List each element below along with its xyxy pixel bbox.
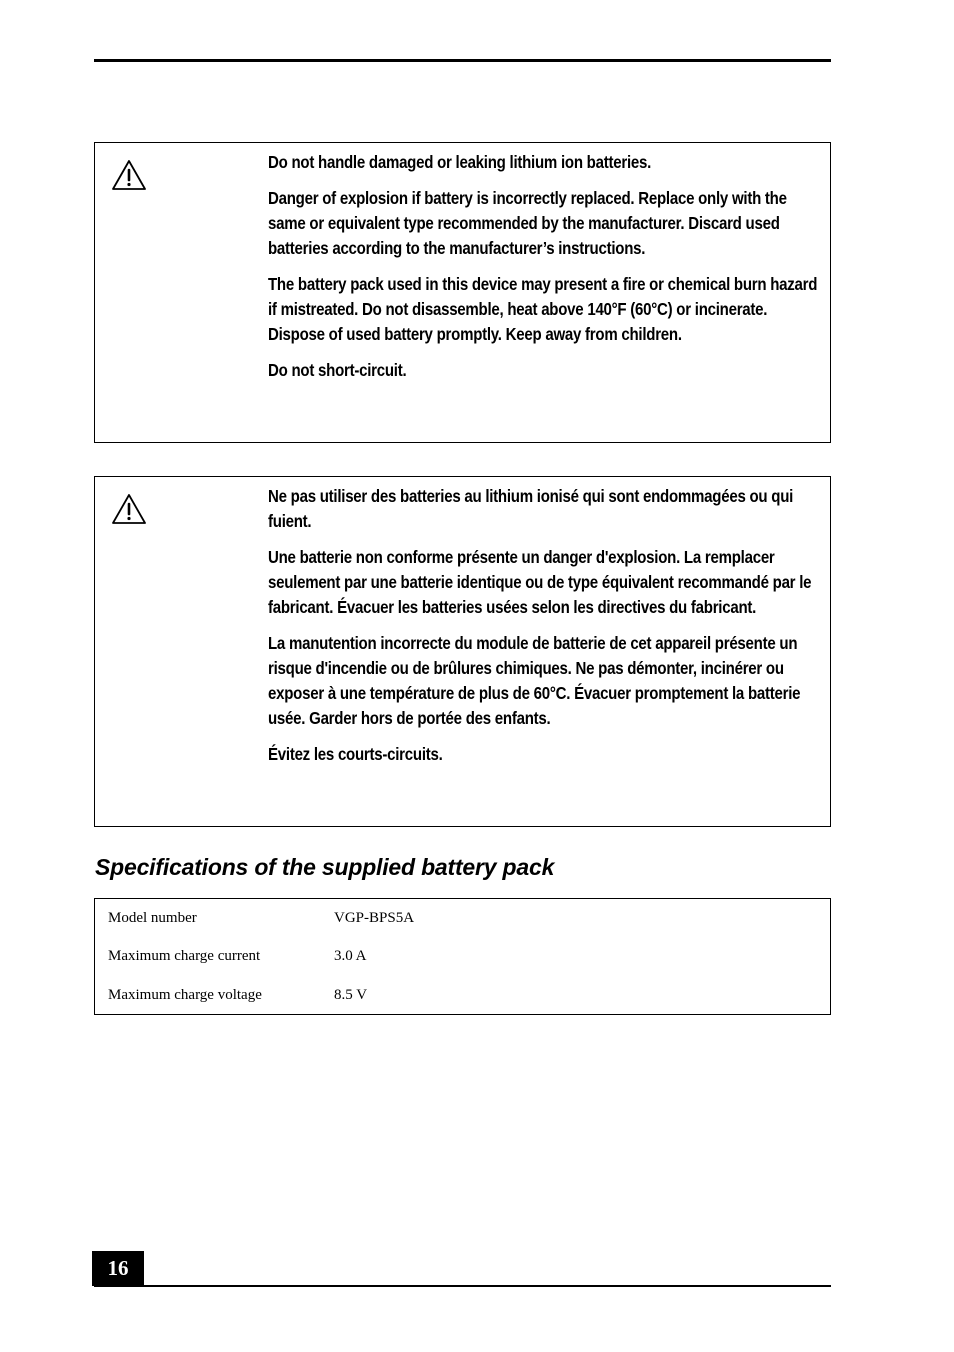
- warning-paragraph: Do not handle damaged or leaking lithium ion batteries.: [268, 152, 652, 172]
- spec-row: [95, 908, 830, 928]
- warning-text-french: [268, 484, 818, 778]
- header-rule: [94, 59, 831, 62]
- warning-paragraph: Évitez les courts-circuits.: [268, 744, 443, 764]
- spec-label: Model number: [108, 910, 197, 926]
- section-title: Specifications of the supplied battery pack: [95, 854, 555, 880]
- warning-box-french: [94, 476, 831, 827]
- spec-value: VGP-BPS5A: [334, 910, 415, 926]
- warning-box-english: [94, 142, 831, 443]
- spec-row: [95, 985, 830, 1005]
- warning-paragraph: The battery pack used in this device may present a fire or chemical burn hazard if mistreated. Do not disassemble, heat above 140°F (60°C) or incinerate. Dispose of used battery promptly. Keep away from children.: [268, 274, 818, 344]
- spec-table: [94, 898, 831, 1015]
- warning-paragraph: Ne pas utiliser des batteries au lithium ionisé qui sont endommagées ou qui fuient.: [268, 486, 794, 531]
- spec-label: Maximum charge current: [108, 948, 261, 964]
- footer-rule: [94, 1285, 831, 1287]
- spec-value: 3.0 A: [334, 948, 367, 964]
- warning-paragraph: La manutention incorrecte du module de batterie de cet appareil présente un risque d'incendie ou de brûlures chimiques. Ne pas démonter, incinérer ou exposer à une température de plus de 60°C. Évacuer promptement la batterie usée. Garder hors de portée des enfants.: [268, 633, 801, 728]
- warning-triangle-icon: [111, 159, 147, 191]
- spec-value: 8.5 V: [334, 987, 368, 1003]
- warning-paragraph: Do not short-circuit.: [268, 360, 407, 380]
- warning-paragraph: Une batterie non conforme présente un danger d'explosion. La remplacer seulement par une batterie identique ou de type équivalent recommandé par le fabricant. Évacuer les batteries usées selon les directives du fabricant.: [268, 547, 812, 617]
- warning-text-english: [268, 150, 818, 394]
- page-number: 16: [92, 1251, 144, 1286]
- warning-triangle-icon: [111, 493, 147, 525]
- spec-row: [95, 946, 830, 966]
- spec-label: Maximum charge voltage: [108, 987, 262, 1003]
- warning-paragraph: Danger of explosion if battery is incorrectly replaced. Replace only with the same or equivalent type recommended by the manufacturer. Discard used batteries according to the manufacturer’s instructions.: [268, 188, 787, 258]
